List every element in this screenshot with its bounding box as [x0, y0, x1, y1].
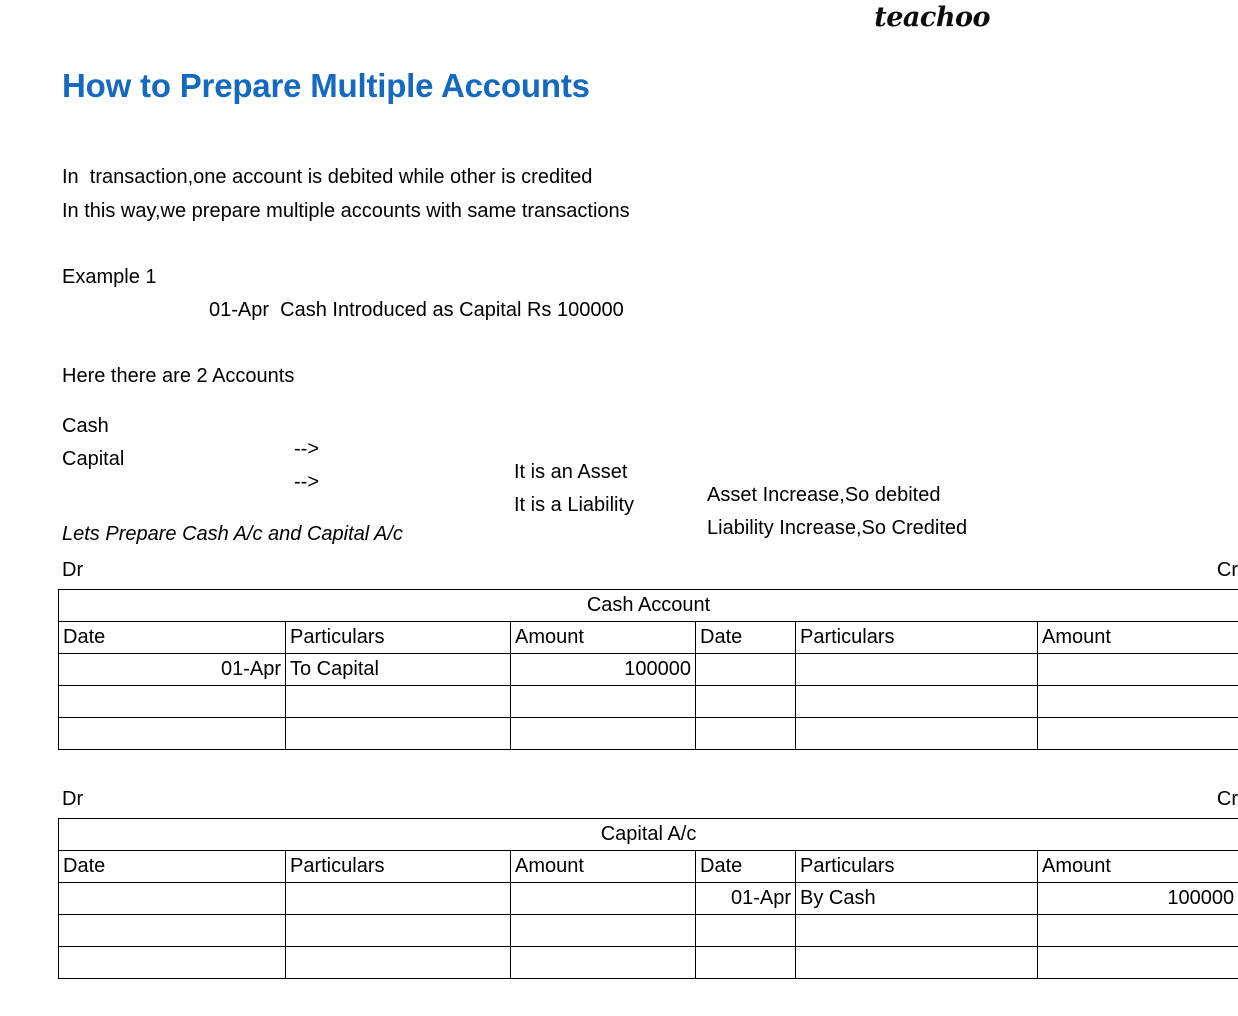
column-header-date-credit: Date — [696, 851, 796, 883]
page-title: How to Prepare Multiple Accounts — [62, 67, 590, 105]
cell-debit-particulars[interactable] — [286, 947, 511, 979]
intro-line-1: In transaction,one account is debited while other is credited — [62, 166, 593, 188]
cell-debit-particulars[interactable] — [286, 883, 511, 915]
ledger-header-row — [59, 851, 1238, 883]
cell-credit-particulars[interactable] — [796, 686, 1038, 718]
cell-debit-particulars[interactable] — [286, 915, 511, 947]
cell-credit-date[interactable]: 01-Apr — [696, 883, 796, 915]
cell-debit-amount[interactable] — [511, 686, 696, 718]
table-row[interactable] — [59, 883, 1238, 915]
explanation-account-name: Cash — [62, 415, 109, 437]
cell-credit-amount[interactable] — [1038, 915, 1238, 947]
explanation-account-effect: Liability Increase,So Credited — [707, 517, 968, 539]
cell-credit-date[interactable] — [696, 718, 796, 750]
column-header-date-debit: Date — [59, 851, 286, 883]
cell-debit-date[interactable] — [59, 915, 286, 947]
example-transaction-line: 01-Apr Cash Introduced as Capital Rs 100000 — [209, 299, 624, 321]
cell-debit-amount[interactable] — [511, 883, 696, 915]
explanation-account-nature: It is a Liability — [514, 494, 635, 516]
column-header-amount-debit: Amount — [511, 851, 696, 883]
cell-credit-date[interactable] — [696, 915, 796, 947]
column-header-amount-credit: Amount — [1038, 622, 1238, 654]
explanation-account-effect: Asset Increase,So debited — [707, 484, 941, 506]
cell-credit-amount[interactable]: 100000 — [1038, 883, 1238, 915]
column-header-particulars-credit: Particulars — [796, 622, 1038, 654]
column-header-particulars-debit: Particulars — [286, 622, 511, 654]
cell-debit-date[interactable]: 01-Apr — [59, 654, 286, 686]
cell-debit-amount[interactable] — [511, 915, 696, 947]
cell-debit-amount[interactable] — [511, 718, 696, 750]
table-row[interactable] — [59, 915, 1238, 947]
column-header-amount-credit: Amount — [1038, 851, 1238, 883]
ledger-title-row — [59, 590, 1238, 622]
ledger-account-title: Cash Account — [59, 590, 1238, 622]
ledger-2-drcr-strip — [58, 788, 1238, 814]
cell-debit-date[interactable] — [59, 686, 286, 718]
ledger-header-row — [59, 622, 1238, 654]
credit-marker: Cr — [1216, 788, 1238, 810]
ledger-account-title: Capital A/c — [59, 819, 1238, 851]
intro-line-2: In this way,we prepare multiple accounts with same transactions — [62, 200, 630, 222]
table-row[interactable] — [59, 654, 1238, 686]
arrow-icon: --> — [294, 471, 319, 493]
cell-credit-particulars[interactable] — [796, 947, 1038, 979]
table-row[interactable] — [59, 947, 1238, 979]
column-header-amount-debit: Amount — [511, 622, 696, 654]
example-label: Example 1 — [62, 266, 157, 288]
column-header-particulars-credit: Particulars — [796, 851, 1038, 883]
teachoo-logo: teachoo — [874, 2, 990, 33]
column-header-particulars-debit: Particulars — [286, 851, 511, 883]
ledger-table-capital-account — [58, 818, 1238, 979]
cell-credit-particulars[interactable] — [796, 718, 1038, 750]
cell-debit-particulars[interactable] — [286, 686, 511, 718]
credit-marker: Cr — [1216, 559, 1238, 581]
cell-debit-amount[interactable]: 100000 — [511, 654, 696, 686]
cell-credit-particulars[interactable]: By Cash — [796, 883, 1038, 915]
table-row[interactable] — [59, 718, 1238, 750]
cell-credit-amount[interactable] — [1038, 686, 1238, 718]
cell-credit-amount[interactable] — [1038, 947, 1238, 979]
cell-credit-date[interactable] — [696, 947, 796, 979]
cell-debit-particulars[interactable] — [286, 718, 511, 750]
accounts-note: Here there are 2 Accounts — [62, 365, 295, 387]
cell-debit-date[interactable] — [59, 718, 286, 750]
cell-credit-amount[interactable] — [1038, 718, 1238, 750]
explanation-account-nature: It is an Asset — [514, 461, 628, 483]
arrow-icon: --> — [294, 438, 319, 460]
cell-debit-amount[interactable] — [511, 947, 696, 979]
ledger-title-row — [59, 819, 1238, 851]
explanation-account-name: Capital — [62, 448, 125, 470]
cell-credit-particulars[interactable] — [796, 915, 1038, 947]
cell-debit-date[interactable] — [59, 883, 286, 915]
table-row[interactable] — [59, 686, 1238, 718]
ledger-table-cash-account — [58, 589, 1238, 750]
lets-prepare-note: Lets Prepare Cash A/c and Capital A/c — [62, 523, 403, 545]
debit-marker: Dr — [62, 559, 84, 581]
cell-credit-particulars[interactable] — [796, 654, 1038, 686]
cell-credit-amount[interactable] — [1038, 654, 1238, 686]
column-header-date-credit: Date — [696, 622, 796, 654]
ledger-1-drcr-strip — [58, 559, 1238, 585]
column-header-date-debit: Date — [59, 622, 286, 654]
debit-marker: Dr — [62, 788, 84, 810]
cell-debit-particulars[interactable]: To Capital — [286, 654, 511, 686]
cell-credit-date[interactable] — [696, 654, 796, 686]
cell-credit-date[interactable] — [696, 686, 796, 718]
cell-debit-date[interactable] — [59, 947, 286, 979]
